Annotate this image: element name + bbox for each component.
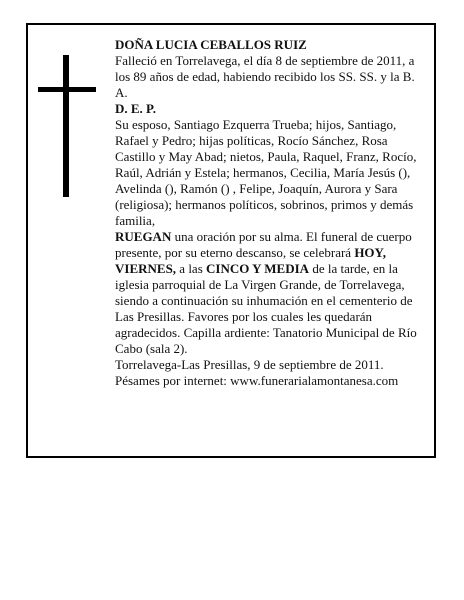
dep-heading: D. E. P. [115,101,157,116]
request-text-2: a las [176,261,207,276]
family-list: Su esposo, Santiago Ezquerra Trueba; hijos, Santiago, Rafael y Pedro; hijas políticas, Rocío Sánchez, Rosa Castillo y May Abad; nietos, Paula, Raquel, Franz, Rocío, Raúl, Adrián y Estela; hermanos, Cecilia, María Jesús (), Avelinda (), Ramón () , Felipe, Joaquín, Aurora y Sara (religiosa); hermanos políticos, sobrinos, primos y demás familia, [115,117,417,228]
funeral-day: HOY, VIERNES, [115,245,386,276]
request-text-1: una oración por su alma. El funeral de cuerpo presente, por su eterno descanso, se celebrará [115,229,412,260]
cross-horizontal-bar [38,87,96,92]
death-info: Falleció en Torrelavega, el día 8 de septiembre de 2011, a los 89 años de edad, habiendo recibido los SS. SS. y la B. A. [115,53,415,100]
condolences-line: Pésames por internet: www.funerarialamontanesa.com [115,373,399,388]
funeral-time: CINCO Y MEDIA [206,261,310,276]
place-date: Torrelavega-Las Presillas, 9 de septiembre de 2011. [115,357,384,372]
deceased-name: DOÑA LUCIA CEBALLOS RUIZ [115,37,307,52]
obituary-text [115,37,427,389]
cross-vertical-bar [63,55,69,197]
funeral-request [115,229,427,357]
request-text-3: de la tarde, en la iglesia parroquial de La Virgen Grande, de Torrelavega, siendo a continuación su inhumación en el cementerio de Las Presillas. Favores por los cuales les quedarán agradecidos. Capilla ardiente: Tanatorio Municipal de Río Cabo (sala 2). [115,261,417,356]
ruegan-text: RUEGAN [115,229,172,244]
